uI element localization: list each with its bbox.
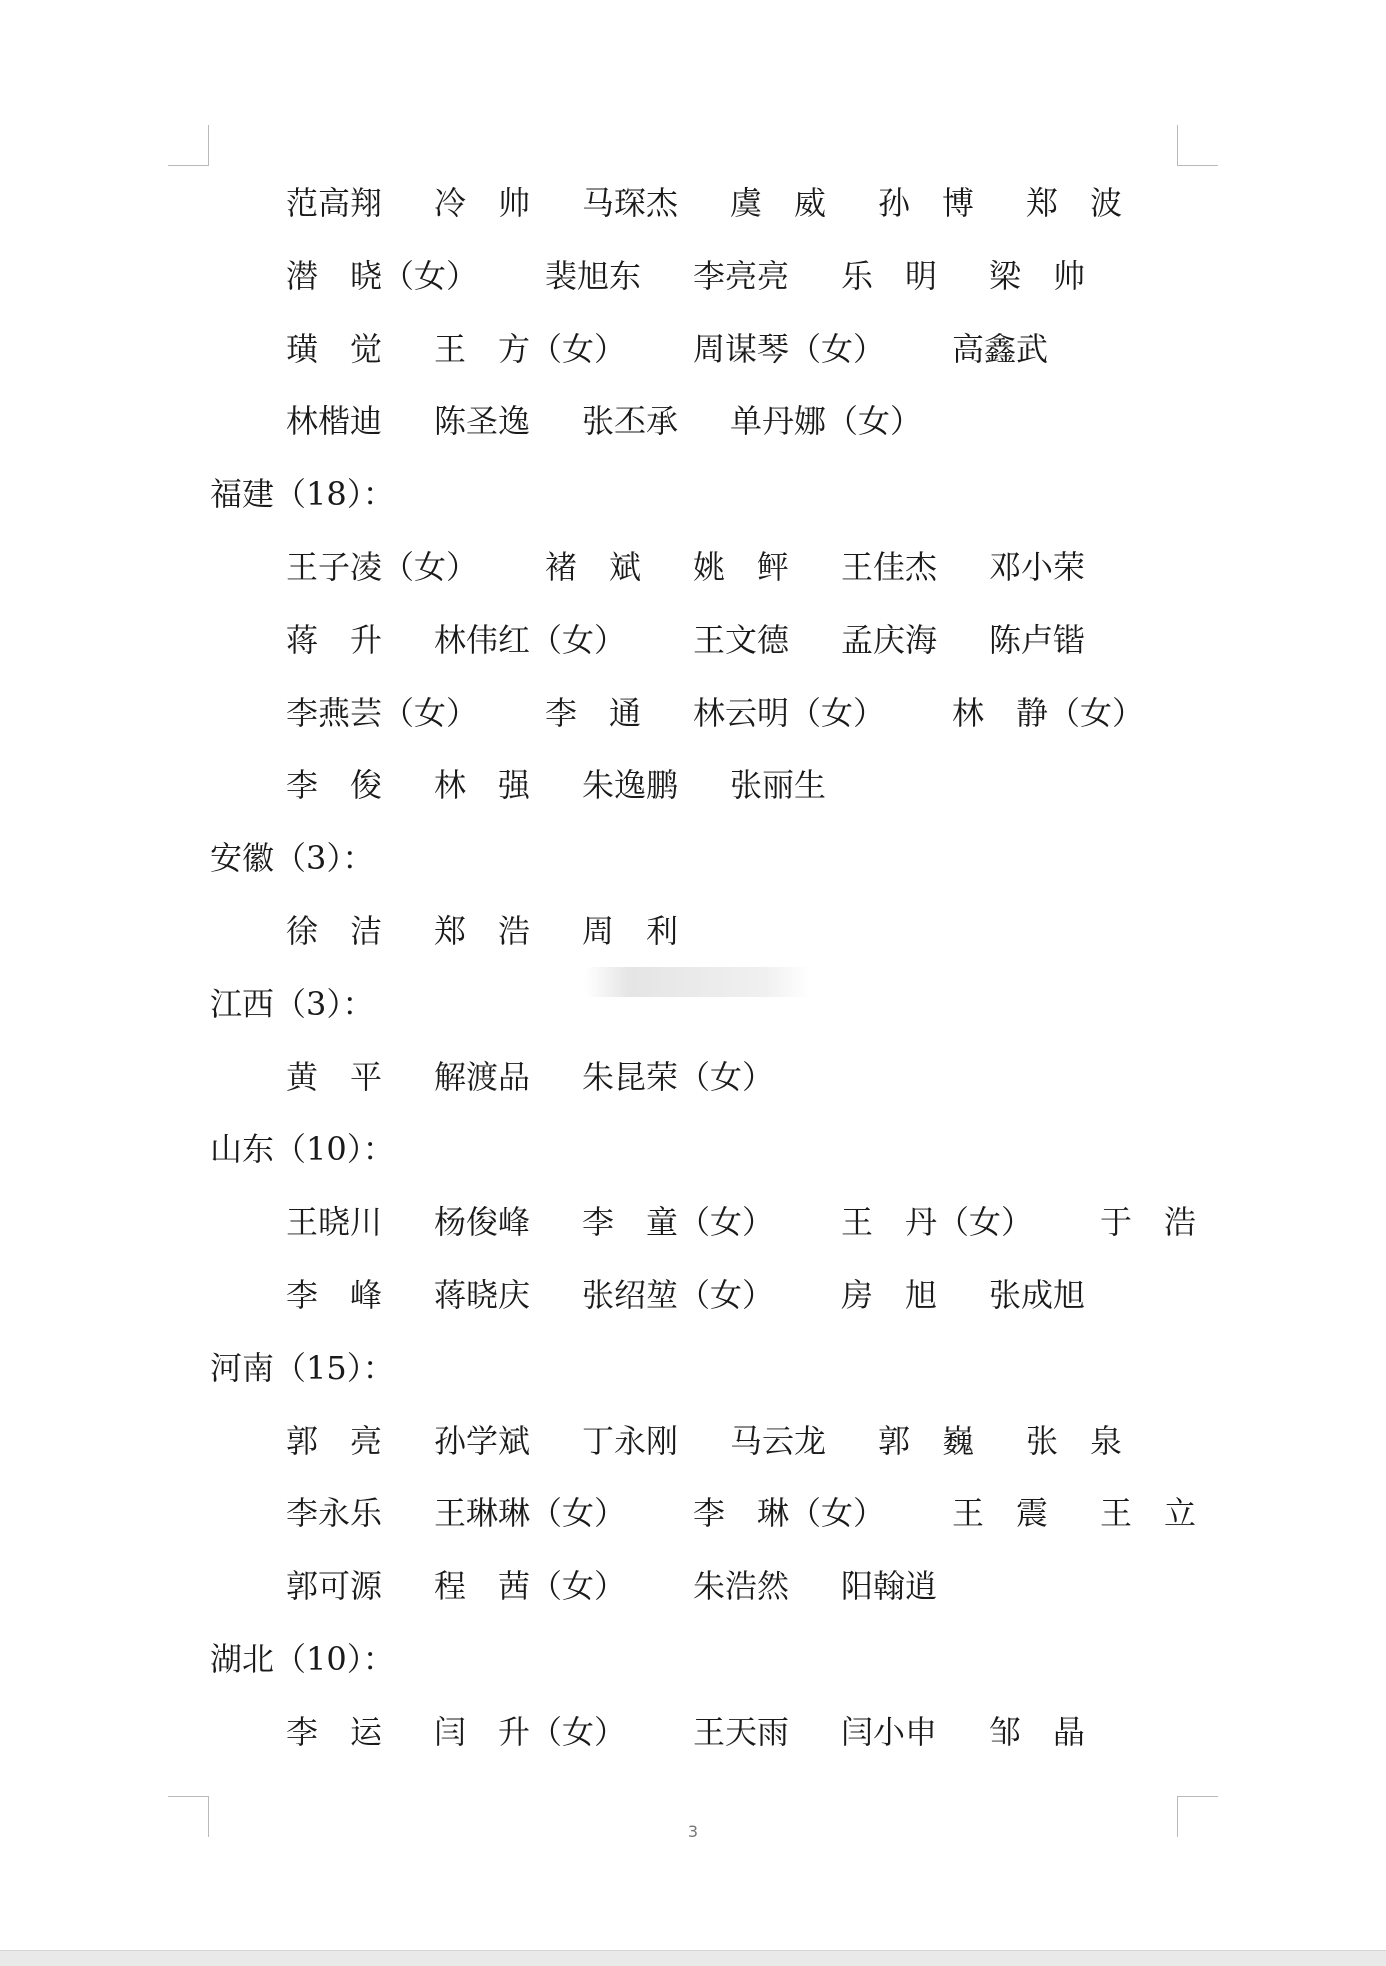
person-name: 裴旭东 — [545, 256, 642, 295]
province-heading: 江西（3）： — [210, 984, 375, 1023]
person-name: 解渡品 — [434, 1057, 531, 1096]
person-name: 闫 升（女） — [434, 1712, 627, 1751]
province-heading: 福建（18）： — [210, 475, 395, 514]
person-name: 单丹娜（女） — [730, 402, 923, 441]
person-name: 林楷迪 — [286, 402, 383, 441]
crop-mark-top-left — [168, 125, 209, 166]
person-name: 张 泉 — [1026, 1421, 1123, 1460]
person-name: 程 茜（女） — [434, 1567, 627, 1606]
person-name: 杨俊峰 — [434, 1203, 531, 1242]
province-heading: 湖北（10）： — [210, 1640, 395, 1678]
person-name: 王 方（女） — [434, 329, 627, 368]
person-name: 马云龙 — [730, 1421, 827, 1460]
person-name: 周谋琴（女） — [693, 329, 886, 368]
person-name: 李燕芸（女） — [286, 693, 479, 732]
person-name: 于 浩 — [1100, 1203, 1197, 1242]
person-name: 孙学斌 — [434, 1421, 531, 1460]
person-name: 冷 帅 — [434, 184, 531, 222]
person-name: 朱逸鹏 — [582, 766, 679, 805]
person-name: 王子凌（女） — [286, 548, 479, 586]
person-name: 张绍堃（女） — [582, 1276, 775, 1314]
person-name: 张丽生 — [730, 766, 827, 805]
person-name: 马琛杰 — [582, 184, 679, 222]
person-name: 李 童（女） — [582, 1203, 775, 1242]
person-name: 阳翰逍 — [841, 1567, 938, 1606]
page-bottom-edge — [0, 1950, 1386, 1966]
scan-smudge — [585, 967, 810, 997]
person-name: 林云明（女） — [693, 693, 886, 732]
person-name: 郭 巍 — [878, 1421, 975, 1460]
person-name: 邓小荣 — [989, 548, 1086, 586]
person-name: 李 通 — [545, 693, 642, 732]
person-name: 陈圣逸 — [434, 402, 531, 441]
person-name: 徐 洁 — [286, 912, 383, 950]
person-name: 丁永刚 — [582, 1421, 679, 1460]
person-name: 王琳琳（女） — [434, 1494, 627, 1533]
person-name: 李亮亮 — [693, 256, 790, 295]
person-name: 王 震 — [952, 1494, 1049, 1533]
person-name: 虞 威 — [730, 184, 827, 222]
person-name: 郭可源 — [286, 1567, 383, 1606]
person-name: 范高翔 — [286, 184, 383, 222]
person-name: 乐 明 — [841, 256, 938, 295]
person-name: 璜 觉 — [286, 329, 383, 368]
person-name: 郑 浩 — [434, 912, 531, 950]
page-number: 3 — [687, 1822, 699, 1841]
person-name: 张成旭 — [989, 1276, 1086, 1314]
person-name: 林 静（女） — [952, 693, 1145, 732]
person-name: 王文德 — [693, 620, 790, 659]
person-name: 李 峰 — [286, 1276, 383, 1314]
person-name: 陈卢锴 — [989, 620, 1086, 659]
person-name: 周 利 — [582, 912, 679, 950]
person-name: 林伟红（女） — [434, 620, 627, 659]
person-name: 王 丹（女） — [841, 1203, 1034, 1242]
person-name: 姚 鲆 — [693, 548, 790, 586]
person-name: 王晓川 — [286, 1203, 383, 1242]
person-name: 郭 亮 — [286, 1421, 383, 1460]
person-name: 李 运 — [286, 1712, 383, 1751]
person-name: 房 旭 — [841, 1276, 938, 1314]
person-name: 王佳杰 — [841, 548, 938, 586]
person-name: 闫小申 — [841, 1712, 938, 1751]
person-name: 孟庆海 — [841, 620, 938, 659]
person-name: 李 琳（女） — [693, 1494, 886, 1533]
person-name: 李永乐 — [286, 1494, 383, 1533]
province-heading: 安徽（3）： — [210, 839, 375, 878]
person-name: 蒋晓庆 — [434, 1276, 531, 1314]
person-name: 黄 平 — [286, 1057, 383, 1096]
person-name: 邹 晶 — [989, 1712, 1086, 1751]
person-name: 潜 晓（女） — [286, 256, 479, 295]
province-heading: 山东（10）： — [210, 1130, 395, 1169]
person-name: 孙 博 — [878, 184, 975, 222]
person-name: 朱浩然 — [693, 1567, 790, 1606]
person-name: 蒋 升 — [286, 620, 383, 659]
person-name: 朱昆荣（女） — [582, 1057, 775, 1096]
province-heading: 河南（15）： — [210, 1348, 395, 1387]
person-name: 王天雨 — [693, 1712, 790, 1751]
person-name: 李 俊 — [286, 766, 383, 805]
person-name: 王 立 — [1100, 1494, 1197, 1533]
person-name: 林 强 — [434, 766, 531, 805]
person-name: 梁 帅 — [989, 256, 1086, 295]
crop-mark-top-right — [1177, 125, 1218, 166]
person-name: 高鑫武 — [952, 329, 1049, 368]
person-name: 张丕承 — [582, 402, 679, 441]
person-name: 郑 波 — [1026, 184, 1123, 222]
person-name: 褚 斌 — [545, 548, 642, 586]
